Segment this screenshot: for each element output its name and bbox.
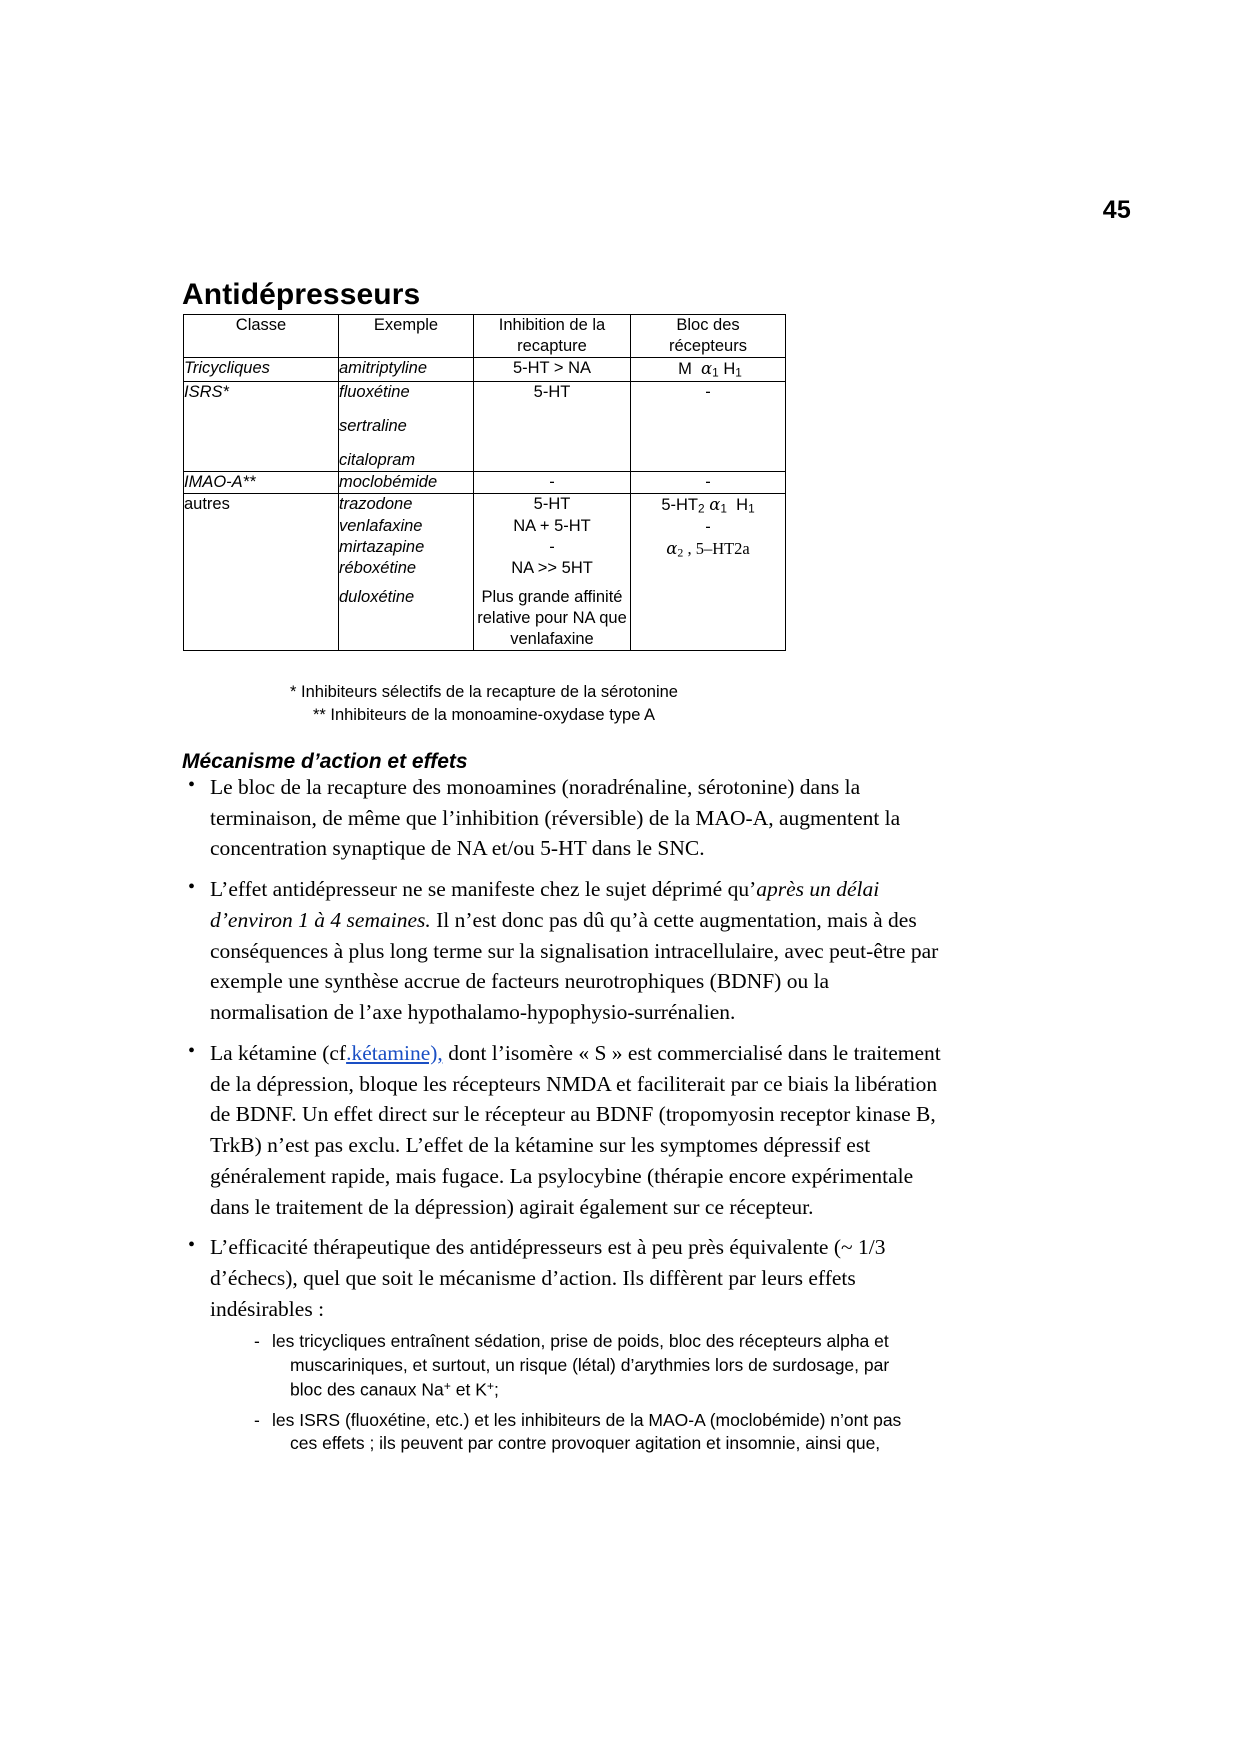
inhibition-venlafaxine: NA + 5-HT bbox=[513, 516, 591, 535]
table-row bbox=[184, 472, 786, 494]
cell-inhibition-tricycliques: 5-HT > NA bbox=[474, 358, 631, 382]
page-title: Antidépresseurs bbox=[182, 278, 421, 312]
table-header-row bbox=[184, 315, 786, 358]
sub1-line3-b: et K bbox=[450, 1379, 487, 1400]
bullet-text-3-part1: La kétamine (cf bbox=[210, 1040, 347, 1065]
cell-exemple-autres bbox=[339, 494, 474, 651]
bullet-text-2-part1: L’effet antidépresseur ne se manifeste chez le sujet déprimé qu’ bbox=[210, 877, 757, 902]
inhibition-duloxetine: Plus grande affinité relative pour NA que venlafaxine bbox=[477, 587, 627, 649]
antidepressant-table bbox=[183, 314, 786, 651]
exemple-reboxetine: réboxétine bbox=[339, 558, 417, 577]
cell-inhibition-autres bbox=[474, 494, 631, 651]
header-inhibition-line2: recapture bbox=[517, 337, 587, 356]
bloc-mirtazapine: $\alpha_2$ , 5–HT2a bbox=[666, 539, 750, 560]
cell-bloc-imao: - bbox=[631, 472, 786, 494]
header-bloc bbox=[631, 315, 786, 358]
cell-classe-isrs: ISRS* bbox=[184, 382, 339, 472]
bullet-item-delai bbox=[182, 874, 942, 1028]
header-exemple: Exemple bbox=[339, 315, 474, 358]
cell-exemple-imao: moclobémide bbox=[339, 472, 474, 494]
cell-classe-imao: IMAO-A** bbox=[184, 472, 339, 494]
exemple-venlafaxine: venlafaxine bbox=[339, 516, 423, 535]
inhibition-reboxetine: NA >> 5HT bbox=[511, 558, 593, 577]
sub-bullet-list bbox=[210, 1330, 942, 1456]
bullet-text-3-part2: dont l’isomère « S » est commercialisé dans le traitement de la dépression, bloque les récepteurs NMDA et faciliterait par ce biais la libération de BDNF. Un effet direct sur le récepteur au BDNF (tropomyosin receptor kinase B, TrkB) n’est pas exclu. L’effet de la kétamine sur les symptomes dépressif est généralement rapide, mais fugace. La psylocybine (thérapie encore expérimentale dans le traitement de la dépression) agirait également sur ce récepteur. bbox=[210, 1040, 941, 1219]
sub2-line1: - les ISRS (fluoxétine, etc.) et les inhibiteurs de la MAO-A (moclobémide) n’ont pas bbox=[272, 1409, 902, 1430]
bullet-item-mecanisme bbox=[182, 772, 942, 864]
bloc-venlafaxine: - bbox=[705, 518, 711, 537]
table-footnotes bbox=[183, 681, 785, 728]
bullet-text-1: Le bloc de la recapture des monoamines (noradrénaline, sérotonine) dans la terminaison, de même que l’inhibition (réversible) de la MAO-A, augmentent la concentration synaptique de NA et/ou 5-HT dans le SNC. bbox=[210, 775, 901, 861]
exemple-fluoxetine: fluoxétine bbox=[339, 383, 410, 402]
inhibition-mirtazapine: - bbox=[549, 537, 555, 556]
bullet-text-2-part2: Il n’est donc pas dû qu’à cette augmentation, mais à des conséquences à plus long terme sur la signalisation intracellulaire, avec peut-être par exemple une synthèse accrue de facteurs neurotrophiques (BDNF) ou la normalisation de l’axe hypothalamo-hypophysio-surrénalien. bbox=[210, 907, 939, 1025]
header-bloc-line2: récepteurs bbox=[669, 337, 747, 356]
footnote-isrs: * Inhibiteurs sélectifs de la recapture de la sérotonine bbox=[290, 683, 678, 701]
exemple-duloxetine: duloxétine bbox=[339, 587, 415, 606]
table-row bbox=[184, 358, 786, 382]
ketamine-cross-reference-link[interactable]: .kétamine), bbox=[346, 1040, 443, 1065]
page-number: 45 bbox=[1102, 196, 1131, 224]
inhibition-trazodone: 5-HT bbox=[533, 495, 571, 514]
sub1-line2: muscariniques, et surtout, un risque (létal) d’arythmies lors de surdosage, par bbox=[290, 1355, 890, 1376]
antidepressant-table-container bbox=[183, 314, 785, 651]
cell-exemple-tricycliques: amitriptyline bbox=[339, 358, 474, 382]
sub1-line1: - les tricycliques entraînent sédation, prise de poids, bloc des récepteurs alpha et bbox=[272, 1331, 889, 1352]
header-bloc-line1: Bloc des bbox=[676, 316, 740, 334]
exemple-citalopram: citalopram bbox=[339, 451, 416, 470]
bloc-trazodone: $5-HT_2$ $\alpha_1$ $H_1$ bbox=[661, 495, 755, 517]
sub1-line3-c: ; bbox=[494, 1379, 499, 1400]
body-content bbox=[182, 772, 942, 1466]
exemple-sertraline: sertraline bbox=[339, 417, 407, 436]
cell-bloc-isrs: - bbox=[631, 382, 786, 472]
cell-bloc-tricycliques: M $\alpha_1$ $H_1$ bbox=[631, 358, 786, 382]
cell-inhibition-isrs: 5-HT bbox=[474, 382, 631, 472]
section-heading-mecanisme: Mécanisme d’action et effets bbox=[182, 750, 468, 774]
table-row bbox=[184, 382, 786, 472]
cell-exemple-isrs bbox=[339, 382, 474, 472]
table-row bbox=[184, 494, 786, 651]
sub1-k-superscript: + bbox=[486, 1378, 495, 1393]
sub-bullet-tricycliques bbox=[252, 1330, 942, 1401]
header-inhibition bbox=[474, 315, 631, 358]
bullet-text-4: L’efficacité thérapeutique des antidépresseurs est à peu près équivalente (~ 1/3 d’échecs), quel que soit le mécanisme d’action. Ils diffèrent par leurs effets indésirables : bbox=[210, 1235, 886, 1321]
sub-bullet-isrs bbox=[252, 1409, 942, 1456]
cell-classe-tricycliques: Tricycliques bbox=[184, 358, 339, 382]
bullet-list bbox=[182, 772, 942, 1456]
header-inhibition-line1: Inhibition de la bbox=[498, 316, 606, 334]
exemple-mirtazapine: mirtazapine bbox=[339, 537, 425, 556]
sub1-na-superscript: + bbox=[443, 1378, 451, 1393]
header-classe: Classe bbox=[184, 315, 339, 358]
sub1-line3-a: bloc des canaux Na bbox=[290, 1379, 444, 1400]
bullet-item-ketamine bbox=[182, 1038, 942, 1222]
sub1-line3 bbox=[272, 1378, 942, 1402]
cell-classe-autres: autres bbox=[184, 494, 339, 651]
exemple-trazodone: trazodone bbox=[339, 495, 413, 514]
bullet-item-efficacite bbox=[182, 1232, 942, 1456]
cell-bloc-autres bbox=[631, 494, 786, 651]
footnote-imao: ** Inhibiteurs de la monoamine-oxydase type A bbox=[312, 706, 656, 725]
bullet-text-2-emphasis: après un délai d’environ 1 à 4 semaines. bbox=[210, 877, 880, 932]
sub2-line2: ces effets ; ils peuvent par contre provoquer agitation et insomnie, ainsi que, bbox=[290, 1433, 881, 1454]
cell-inhibition-imao: - bbox=[474, 472, 631, 494]
